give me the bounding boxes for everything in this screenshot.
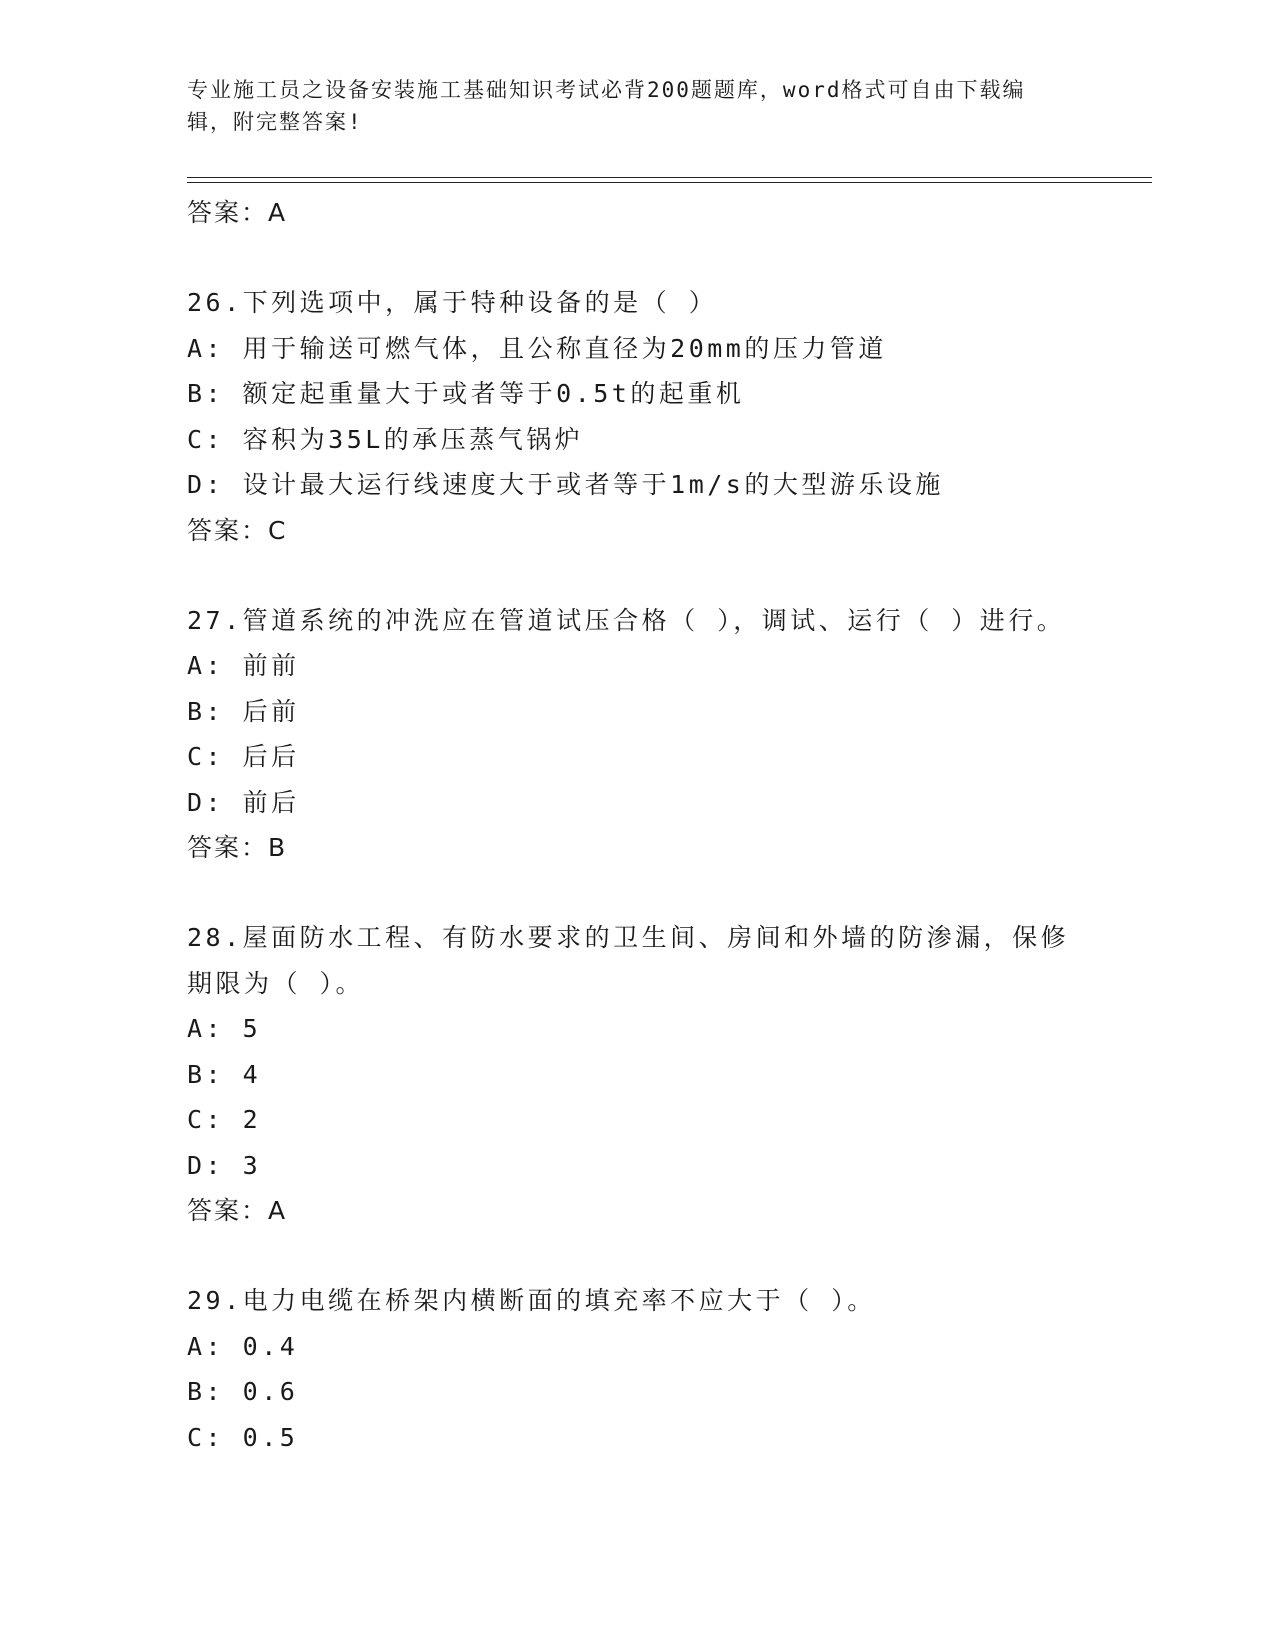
- option-d: D: 设计最大运行线速度大于或者等于1m/s的大型游乐设施: [187, 470, 944, 499]
- question-stem: 28.屋面防水工程、有防水要求的卫生间、房间和外墙的防渗漏，保修期限为（ ）。: [187, 923, 1070, 998]
- page-header: 专业施工员之设备安装施工基础知识考试必背200题题库，word格式可自由下载编辑，附完整答案!: [187, 78, 1026, 134]
- answer-line: 答案：B: [187, 833, 288, 862]
- option-b: B: 后前: [187, 696, 300, 726]
- option-a: A: 用于输送可燃气体，且公称直径为20mm的压力管道: [187, 333, 887, 363]
- option-d: D: 3: [187, 1150, 262, 1180]
- question-stem: 27.管道系统的冲洗应在管道试压合格（ ），调试、运行（ ）进行。: [187, 605, 1066, 635]
- answer-line: 答案：C: [187, 515, 288, 545]
- question-26: [187, 280, 1087, 553]
- question-stem: 29.电力电缆在桥架内横断面的填充率不应大于（ ）。: [187, 1286, 876, 1315]
- option-d: D: 前后: [187, 787, 300, 817]
- option-c: C: 后后: [187, 742, 300, 771]
- answer-line: 答案：A: [187, 198, 288, 227]
- answer-line: 答案：A: [187, 1196, 288, 1225]
- option-a: A: 5: [187, 1014, 262, 1043]
- header-divider-thin: [187, 182, 1152, 183]
- question-29: [187, 1278, 1087, 1460]
- option-a: A: 前前: [187, 651, 300, 680]
- question-27: [187, 598, 1087, 871]
- document-body: [187, 190, 1087, 1460]
- option-c: C: 容积为35L的承压蒸气锅炉: [187, 424, 584, 454]
- question-stem: 26.下列选项中，属于特种设备的是（ ）: [187, 288, 718, 317]
- option-a: A: 0.4: [187, 1331, 299, 1361]
- option-b: B: 额定起重量大于或者等于0.5t的起重机: [187, 379, 745, 408]
- option-c: C: 0.5: [187, 1422, 299, 1452]
- question-28: [187, 915, 1087, 1233]
- option-c: C: 2: [187, 1105, 262, 1134]
- header-divider-thick: [187, 177, 1152, 178]
- option-b: B: 4: [187, 1059, 262, 1089]
- option-b: B: 0.6: [187, 1377, 299, 1406]
